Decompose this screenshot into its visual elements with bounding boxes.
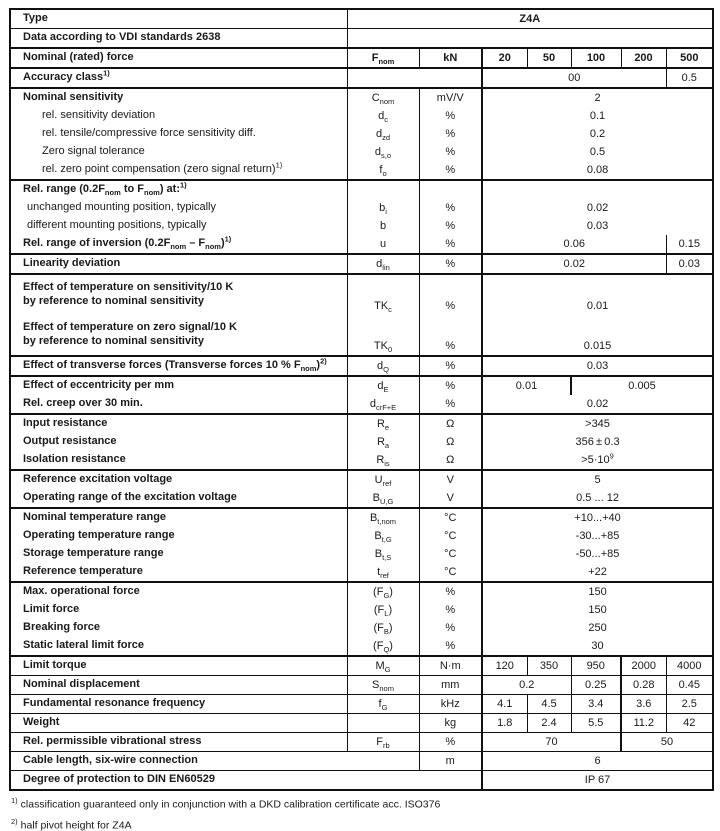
parameter-label: Nominal sensitivity bbox=[10, 88, 347, 107]
unit-cell: % bbox=[419, 235, 482, 254]
footnote-1-text: classification guaranteed only in conjunction with a DKD calibration certificate acc. ISO376 bbox=[21, 799, 441, 811]
unit-cell: N·m bbox=[419, 656, 482, 676]
table-row bbox=[10, 29, 713, 49]
unit-cell: % bbox=[419, 395, 482, 414]
parameter-label: Effect of eccentricity per mm bbox=[10, 376, 347, 395]
parameter-label: Cable length, six-wire connection bbox=[10, 752, 419, 771]
table-row bbox=[10, 563, 713, 582]
value-cell: 0.25 bbox=[571, 676, 621, 695]
value-cell: 0.2 bbox=[482, 125, 713, 143]
value-cell: 00 bbox=[482, 68, 666, 88]
table-row bbox=[10, 637, 713, 656]
unit-cell: % bbox=[419, 582, 482, 601]
symbol-cell: $F_{rb}$ bbox=[347, 733, 419, 752]
value-cell: +22 bbox=[482, 563, 713, 582]
parameter-label: Reference excitation voltage bbox=[10, 470, 347, 489]
parameter-label: Input resistance bbox=[10, 414, 347, 433]
table-row bbox=[10, 217, 713, 235]
symbol-cell: $(F_B)$ bbox=[347, 619, 419, 637]
table-row bbox=[10, 274, 713, 315]
value-cell: 1.8 bbox=[482, 714, 527, 733]
table-row bbox=[10, 235, 713, 254]
value-cell: 3.6 bbox=[621, 695, 666, 714]
unit-cell: °C bbox=[419, 527, 482, 545]
value-cell: 350 bbox=[527, 656, 571, 676]
unit-cell: % bbox=[419, 733, 482, 752]
value-cell: 120 bbox=[482, 656, 527, 676]
symbol-cell: $B_{t,G}$ bbox=[347, 527, 419, 545]
table-row bbox=[10, 714, 713, 733]
unit-cell: % bbox=[419, 601, 482, 619]
parameter-label: Effect of temperature on zero signal/10 K by reference to nominal sensitivity bbox=[10, 315, 347, 356]
value-cell: 4000 bbox=[666, 656, 713, 676]
parameter-label: Type bbox=[10, 9, 347, 29]
unit-cell: % bbox=[419, 161, 482, 180]
parameter-label: Effect of transverse forces (Transverse forces 10 % $F_{nom})^{2)}$ bbox=[10, 356, 347, 376]
parameter-label: Max. operational force bbox=[10, 582, 347, 601]
value-cell: 0.03 bbox=[666, 254, 713, 274]
table-row bbox=[10, 695, 713, 714]
parameter-label: Zero signal tolerance bbox=[10, 143, 347, 161]
table-row bbox=[10, 48, 713, 68]
parameter-label: Weight bbox=[10, 714, 347, 733]
spec-table-body bbox=[10, 9, 713, 790]
value-cell: 0.15 bbox=[666, 235, 713, 254]
unit-cell: m bbox=[419, 752, 482, 771]
unit-cell: Ω bbox=[419, 451, 482, 470]
unit-cell: mm bbox=[419, 676, 482, 695]
table-row bbox=[10, 508, 713, 527]
parameter-label: Operating range of the excitation voltage bbox=[10, 489, 347, 508]
parameter-label: Breaking force bbox=[10, 619, 347, 637]
unit-cell: % bbox=[419, 125, 482, 143]
parameter-label: Nominal displacement bbox=[10, 676, 347, 695]
unit-cell: % bbox=[419, 254, 482, 274]
table-row bbox=[10, 619, 713, 637]
unit-cell: % bbox=[419, 107, 482, 125]
symbol-cell: $d_{crF+E}$ bbox=[347, 395, 419, 414]
value-cell: -50...+85 bbox=[482, 545, 713, 563]
symbol-unit-cell bbox=[347, 68, 482, 88]
specification-table bbox=[9, 8, 714, 791]
unit-cell: °C bbox=[419, 545, 482, 563]
symbol-cell: $t_{ref}$ bbox=[347, 563, 419, 582]
table-row bbox=[10, 180, 713, 199]
table-row bbox=[10, 433, 713, 451]
symbol-cell: $f_G$ bbox=[347, 695, 419, 714]
unit-cell: % bbox=[419, 315, 482, 356]
table-row bbox=[10, 88, 713, 107]
value-cell: -30...+85 bbox=[482, 527, 713, 545]
symbol-cell: $B_{U,G}$ bbox=[347, 489, 419, 508]
unit-cell: mV/V bbox=[419, 88, 482, 107]
table-row bbox=[10, 107, 713, 125]
table-row bbox=[10, 414, 713, 433]
value-cell: 2 bbox=[482, 88, 713, 107]
unit-cell: % bbox=[419, 637, 482, 656]
unit-cell: % bbox=[419, 356, 482, 376]
value-cell: 950 bbox=[571, 656, 621, 676]
symbol-cell: u bbox=[347, 235, 419, 254]
value-cell: 20 bbox=[482, 48, 527, 68]
value-cell: 70 bbox=[482, 733, 621, 752]
table-row bbox=[10, 451, 713, 470]
parameter-label: Reference temperature bbox=[10, 563, 347, 582]
parameter-label: Rel. permissible vibrational stress bbox=[10, 733, 347, 752]
unit-cell: % bbox=[419, 274, 482, 315]
parameter-label: Degree of protection to DIN EN60529 bbox=[10, 771, 482, 791]
table-row bbox=[10, 395, 713, 414]
symbol-cell: $f_o$ bbox=[347, 161, 419, 180]
parameter-label: rel. zero point compensation (zero signal return)$^{1)}$ bbox=[10, 161, 347, 180]
table-row bbox=[10, 676, 713, 695]
table-row bbox=[10, 771, 713, 791]
table-row bbox=[10, 376, 713, 395]
value-cell: 0.06 bbox=[482, 235, 666, 254]
unit-cell: V bbox=[419, 489, 482, 508]
symbol-cell: $R_a$ bbox=[347, 433, 419, 451]
unit-cell: kHz bbox=[419, 695, 482, 714]
symbol-cell: $(F_Q)$ bbox=[347, 637, 419, 656]
value-cell: 0.5 bbox=[482, 143, 713, 161]
table-row bbox=[10, 489, 713, 508]
value-cell: 0.02 bbox=[482, 395, 713, 414]
symbol-cell: $(F_G)$ bbox=[347, 582, 419, 601]
parameter-label: Rel. range of inversion $(0.2F_{nom} - F_{nom})^{1)}$ bbox=[10, 235, 347, 254]
symbol-cell: $M_G$ bbox=[347, 656, 419, 676]
table-row bbox=[10, 199, 713, 217]
table-row bbox=[10, 254, 713, 274]
value-cell: 150 bbox=[482, 582, 713, 601]
parameter-label: Limit force bbox=[10, 601, 347, 619]
value-cell: 0.02 bbox=[482, 199, 713, 217]
value-cell: 200 bbox=[621, 48, 666, 68]
table-row bbox=[10, 470, 713, 489]
symbol-cell: $R_{is}$ bbox=[347, 451, 419, 470]
unit-cell: °C bbox=[419, 563, 482, 582]
parameter-label: Rel. range ($0.2F_{nom}$ to $F_{nom}$) at:$^{1)}$ bbox=[10, 180, 347, 199]
table-row bbox=[10, 601, 713, 619]
unit-cell: kg bbox=[419, 714, 482, 733]
value-cell: 0.03 bbox=[482, 356, 713, 376]
symbol-cell: $d_E$ bbox=[347, 376, 419, 395]
value-cell: IP 67 bbox=[482, 771, 713, 791]
parameter-label: different mounting positions, typically bbox=[10, 217, 347, 235]
symbol-cell: $F_{nom}$ bbox=[347, 48, 419, 68]
value-cell: 0.01 bbox=[482, 376, 571, 395]
table-row bbox=[10, 161, 713, 180]
parameter-label: Storage temperature range bbox=[10, 545, 347, 563]
value-cell: 0.005 bbox=[571, 376, 713, 395]
value-cell bbox=[347, 29, 713, 49]
value-cell: 50 bbox=[621, 733, 713, 752]
value-cell: 4.1 bbox=[482, 695, 527, 714]
unit-cell: kN bbox=[419, 48, 482, 68]
value-cell: 2.5 bbox=[666, 695, 713, 714]
value-cell: 0.5 ... 12 bbox=[482, 489, 713, 508]
symbol-cell: $(F_L)$ bbox=[347, 601, 419, 619]
table-row bbox=[10, 143, 713, 161]
parameter-label: Accuracy class$^{1)}$ bbox=[10, 68, 347, 88]
footnote-2-text: half pivot height for Z4A bbox=[21, 819, 132, 831]
parameter-label: Linearity deviation bbox=[10, 254, 347, 274]
parameter-label: Fundamental resonance frequency bbox=[10, 695, 347, 714]
value-cell: 0.01 bbox=[482, 274, 713, 315]
value-cell: 0.5 bbox=[666, 68, 713, 88]
value-cell: 2.4 bbox=[527, 714, 571, 733]
value-cell: 5.5 bbox=[571, 714, 621, 733]
value-cell: 100 bbox=[571, 48, 621, 68]
value-cell bbox=[482, 180, 713, 199]
footnotes bbox=[9, 796, 712, 831]
value-cell: 0.28 bbox=[621, 676, 666, 695]
unit-cell: % bbox=[419, 217, 482, 235]
symbol-cell: b bbox=[347, 217, 419, 235]
parameter-label: Isolation resistance bbox=[10, 451, 347, 470]
symbol-cell: $b_i$ bbox=[347, 199, 419, 217]
parameter-label: Limit torque bbox=[10, 656, 347, 676]
value-cell: 150 bbox=[482, 601, 713, 619]
footnote-1 bbox=[11, 796, 712, 811]
value-cell: 5 bbox=[482, 470, 713, 489]
parameter-label: Operating temperature range bbox=[10, 527, 347, 545]
parameter-label: rel. tensile/compressive force sensitivity diff. bbox=[10, 125, 347, 143]
unit-cell: % bbox=[419, 376, 482, 395]
symbol-cell: $d_c$ bbox=[347, 107, 419, 125]
parameter-label: rel. sensitivity deviation bbox=[10, 107, 347, 125]
value-cell: 0.45 bbox=[666, 676, 713, 695]
table-row bbox=[10, 582, 713, 601]
symbol-cell: $S_{nom}$ bbox=[347, 676, 419, 695]
parameter-label: unchanged mounting position, typically bbox=[10, 199, 347, 217]
value-cell: 0.08 bbox=[482, 161, 713, 180]
table-row bbox=[10, 733, 713, 752]
footnote-2 bbox=[11, 817, 712, 831]
symbol-cell bbox=[347, 714, 419, 733]
symbol-cell: $U_{ref}$ bbox=[347, 470, 419, 489]
symbol-cell: $d_{s,o}$ bbox=[347, 143, 419, 161]
parameter-label: Rel. creep over 30 min. bbox=[10, 395, 347, 414]
unit-cell: °C bbox=[419, 508, 482, 527]
parameter-label: Data according to VDI standards 2638 bbox=[10, 29, 347, 49]
symbol-cell: $TK_0$ bbox=[347, 315, 419, 356]
parameter-label: Output resistance bbox=[10, 433, 347, 451]
value-cell: 0.2 bbox=[482, 676, 571, 695]
table-row bbox=[10, 125, 713, 143]
symbol-cell: $C_{nom}$ bbox=[347, 88, 419, 107]
value-cell: Z4A bbox=[347, 9, 713, 29]
unit-cell: V bbox=[419, 470, 482, 489]
unit-cell: Ω bbox=[419, 414, 482, 433]
table-row bbox=[10, 9, 713, 29]
table-row bbox=[10, 68, 713, 88]
table-row bbox=[10, 527, 713, 545]
value-cell: 42 bbox=[666, 714, 713, 733]
symbol-cell: $d_Q$ bbox=[347, 356, 419, 376]
table-row bbox=[10, 752, 713, 771]
unit-cell: Ω bbox=[419, 433, 482, 451]
value-cell: 250 bbox=[482, 619, 713, 637]
table-row bbox=[10, 656, 713, 676]
parameter-label: Effect of temperature on sensitivity/10 K by reference to nominal sensitivity bbox=[10, 274, 347, 315]
symbol-cell: $d_{lin}$ bbox=[347, 254, 419, 274]
symbol-cell: $d_{zd}$ bbox=[347, 125, 419, 143]
value-cell: 356 ± 0.3 bbox=[482, 433, 713, 451]
value-cell: 6 bbox=[482, 752, 713, 771]
parameter-label: Nominal (rated) force bbox=[10, 48, 347, 68]
value-cell: 11.2 bbox=[621, 714, 666, 733]
value-cell: 0.03 bbox=[482, 217, 713, 235]
value-cell: 500 bbox=[666, 48, 713, 68]
symbol-cell bbox=[347, 180, 419, 199]
table-row bbox=[10, 545, 713, 563]
symbol-cell: $B_{t,nom}$ bbox=[347, 508, 419, 527]
value-cell: 50 bbox=[527, 48, 571, 68]
table-row bbox=[10, 356, 713, 376]
value-cell: 0.02 bbox=[482, 254, 666, 274]
symbol-cell: $B_{t,S}$ bbox=[347, 545, 419, 563]
value-cell: +10...+40 bbox=[482, 508, 713, 527]
symbol-cell: $R_e$ bbox=[347, 414, 419, 433]
symbol-cell: $TK_c$ bbox=[347, 274, 419, 315]
footnote-1-marker: 1) bbox=[11, 796, 18, 805]
value-cell: 2000 bbox=[621, 656, 666, 676]
value-cell: 0.1 bbox=[482, 107, 713, 125]
value-cell: 4.5 bbox=[527, 695, 571, 714]
value-cell: 30 bbox=[482, 637, 713, 656]
value-cell: 0.015 bbox=[482, 315, 713, 356]
unit-cell bbox=[419, 180, 482, 199]
value-cell: $>5\cdot 10^9$ bbox=[482, 451, 713, 470]
value-cell: 3.4 bbox=[571, 695, 621, 714]
parameter-label: Nominal temperature range bbox=[10, 508, 347, 527]
value-cell: >345 bbox=[482, 414, 713, 433]
unit-cell: % bbox=[419, 619, 482, 637]
parameter-label: Static lateral limit force bbox=[10, 637, 347, 656]
table-row bbox=[10, 315, 713, 356]
footnote-2-marker: 2) bbox=[11, 817, 18, 826]
unit-cell: % bbox=[419, 199, 482, 217]
unit-cell: % bbox=[419, 143, 482, 161]
